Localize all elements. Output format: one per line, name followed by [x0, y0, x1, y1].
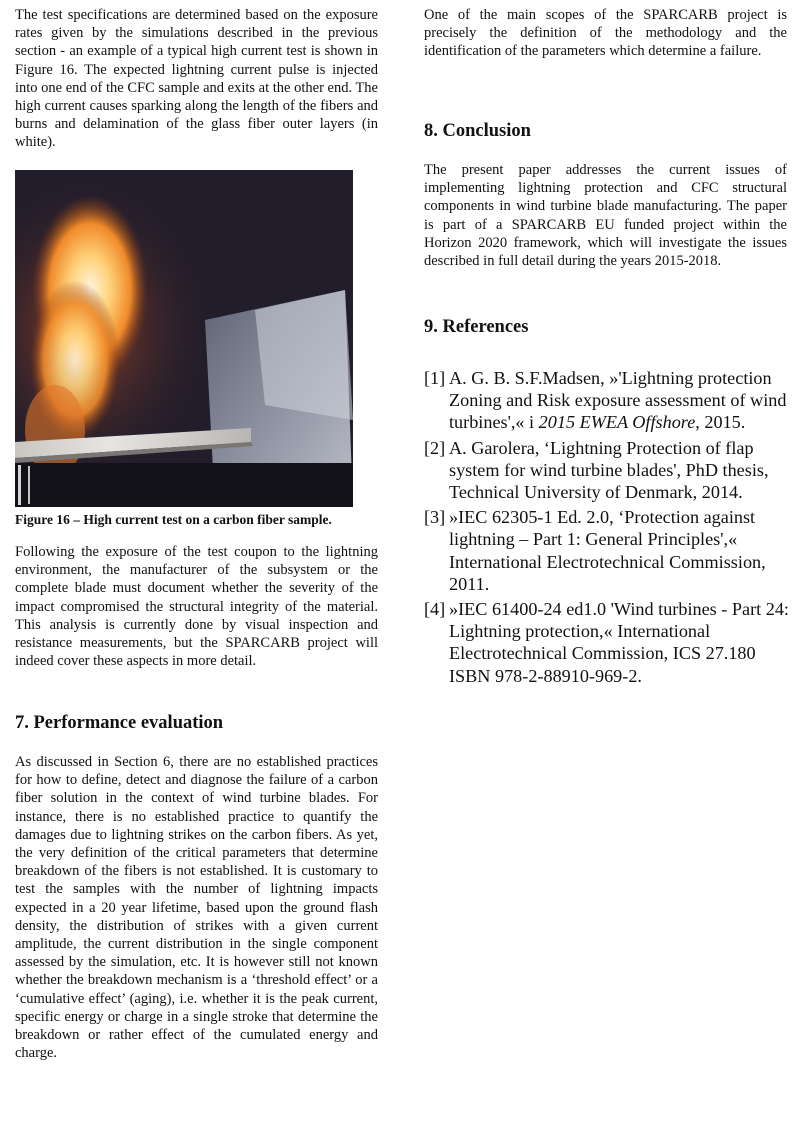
reference-text: »IEC 61400-24 ed1.0 'Wind turbines - Part 24: Lightning protection,« International Electrotechnical Commission, ICS 27.180 ISBN 978-2-88910-969-2. [449, 599, 789, 686]
reference-italic-title: 2015 EWEA Offshore [538, 412, 696, 433]
section-9-heading: 9. References [424, 317, 529, 337]
performance-paragraph: As discussed in Section 6, there are no established practices for how to define, detect and diagnose the failure of a carbon fiber solution in the context of wind turbine blades. For instance, there is no established practice to quantify the damages due to lightning strikes on the carbon fibers. As yet, the very definition of the critical parameters that determine breakdown of the fibers is not established. It is customary to test the samples with the number of lightning impacts expected in a 20 year lifetime, based upon the ground flash density, the distribution of strikes with a given current amplitude, the current distribution in the single component assessed by the simulation, etc. It is however still not known whether the breakdown mechanism is a ‘threshold effect’ or a ‘cumulative effect’ (aging), i.e. whether it is the peak current, specific energy or charge in a single stroke that determine the breakdown or rather effect of the cumulated energy and charge. [15, 754, 378, 1062]
figure-16-photo [15, 170, 353, 507]
reference-number: [2] [424, 437, 446, 458]
reference-text: A. G. B. S.F.Madsen, »'Lightning protection Zoning and Risk exposure assessment of wind turbines',« i 2015 EWEA Offshore, 2015. [449, 368, 787, 433]
reference-text: A. Garolera, ‘Lightning Protection of flap system for wind turbine blades', PhD thesis, Technical University of Denmark, 2014. [449, 437, 769, 503]
conclusion-paragraph: The present paper addresses the current issues of implementing lightning protection and CFC structural components in wind turbine blade manufacturing. The paper is part of a SPARCARB EU funded project within the Horizon 2020 framework, which will investigate the issues described in full detail during the years 2015-2018. [424, 162, 787, 270]
figure-caption: Figure 16 – High current test on a carbon fiber sample. [15, 512, 332, 527]
high-current-test-image [15, 170, 353, 507]
reference-number: [1] [424, 368, 446, 388]
reference-item [424, 367, 794, 434]
reference-item [424, 598, 794, 687]
reference-item [424, 506, 794, 595]
inspection-paragraph: Following the exposure of the test coupon to the lightning environment, the manufacturer of the subsystem or the complete blade must document whether the severity of the impact compromised the structural integrity of the material. This analysis is currently done by visual inspection and resistance measurements, but the SPARCARB project will indeed cover these aspects in more detail. [15, 544, 378, 670]
reference-text: »IEC 62305-1 Ed. 2.0, ‘Protection against lightning – Part 1: General Principles',« International Electrotechnical Commission, 2011. [449, 507, 766, 594]
section-7-heading: 7. Performance evaluation [15, 713, 224, 733]
reference-number: [3] [424, 507, 446, 528]
scope-paragraph: One of the main scopes of the SPARCARB project is precisely the definition of the methodology and the identification of the parameters which determine a failure. [424, 7, 787, 60]
reference-item [424, 437, 794, 504]
intro-paragraph: The test specifications are determined based on the exposure rates given by the simulations described in the previous section - an example of a typical high current test is shown in Figure 16. The expected lightning current pulse is injected into one end of the CFC sample and exits at the other end. The high current causes sparking along the length of the fibers and burns and delamination of the glass fiber outer layers (in white). [15, 7, 378, 151]
reference-list [424, 367, 794, 690]
section-8-heading: 8. Conclusion [424, 121, 531, 141]
reference-number: [4] [424, 599, 446, 620]
